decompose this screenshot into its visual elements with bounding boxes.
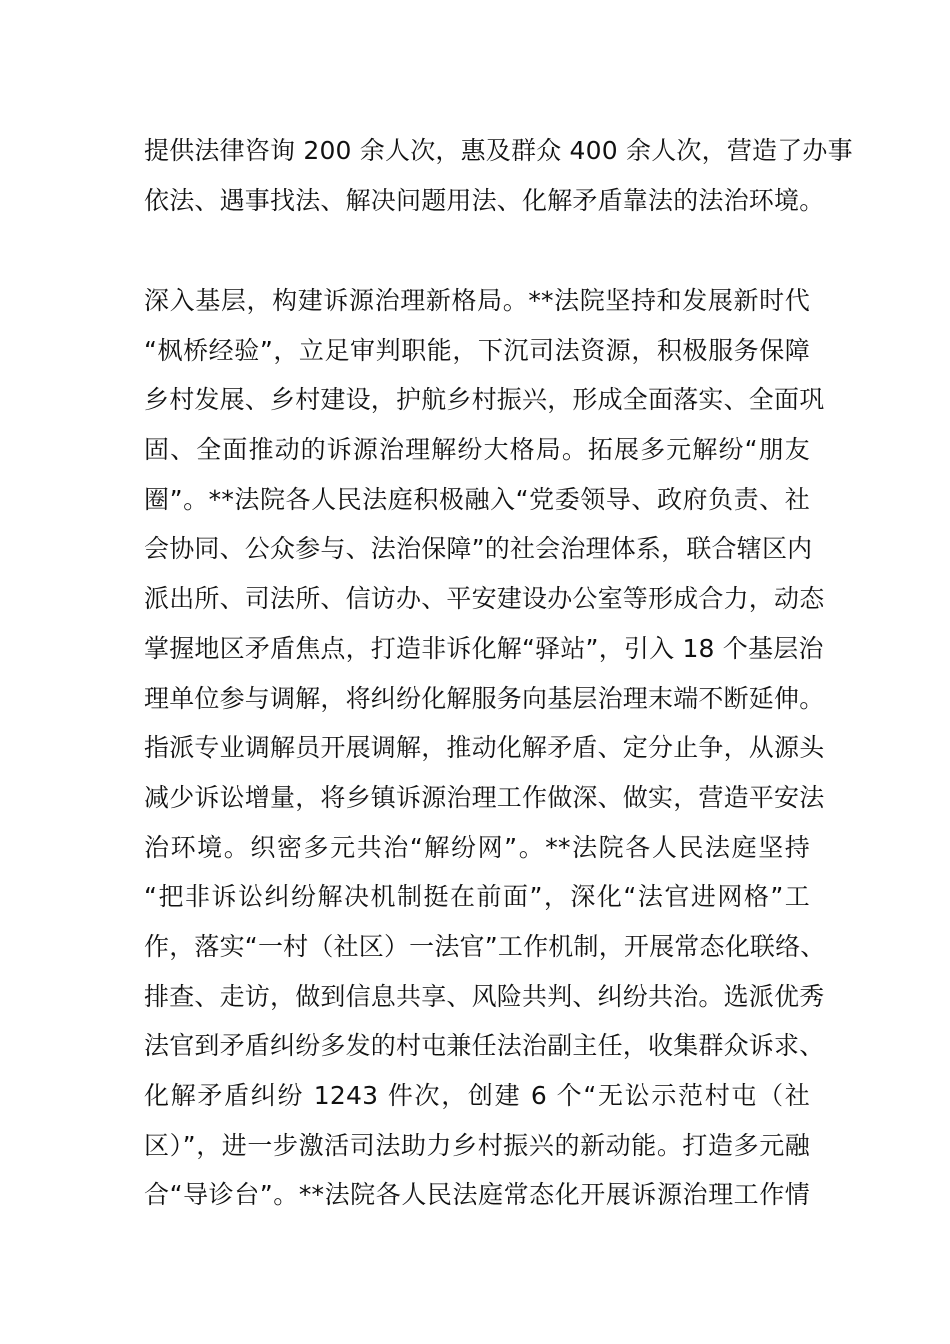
paragraph-2-line-10: 指派专业调解员开展调解，推动化解矛盾、定分止争，从源头 <box>144 733 825 763</box>
paragraph-2-line-8: 掌握地区矛盾焦点，打造非诉化解“驿站”，引入 18 个基层治 <box>144 633 824 663</box>
paragraph-1-line-2: 依法、遇事找法、解决问题用法、化解矛盾靠法的法治环境。 <box>144 185 825 215</box>
paragraph-2-line-3: 乡村发展、乡村建设，护航乡村振兴，形成全面落实、全面巩 <box>144 385 825 415</box>
paragraph-2-line-17: 化解矛盾纠纷 1243 件次，创建 6 个“无讼示范村屯（社 <box>144 1081 810 1110</box>
paragraph-2-line-14: 作，落实“一村（社区）一法官”工作机制，开展常态化联络、 <box>144 931 826 961</box>
paragraph-2-line-15: 排查、走访，做到信息共享、风险共判、纠纷共治。选派优秀 <box>144 981 825 1011</box>
paragraph-2-line-7: 派出所、司法所、信访办、平安建设办公室等形成合力，动态 <box>144 584 825 614</box>
paragraph-2-line-18: 区）”，进一步激活司法助力乡村振兴的新动能。打造多元融 <box>144 1130 810 1160</box>
paragraph-2-line-13: “把非诉讼纠纷解决机制挺在前面”，深化“法官进网格”工 <box>144 882 810 912</box>
paragraph-2-line-16: 法官到矛盾纠纷多发的村屯兼任法治副主任，收集群众诉求、 <box>144 1031 825 1061</box>
paragraph-2-line-6: 会协同、公众参与、法治保障”的社会治理体系，联合辖区内 <box>144 534 813 564</box>
paragraph-2-line-2: “枫桥经验”，立足审判职能，下沉司法资源，积极服务保障 <box>144 335 810 365</box>
paragraph-1-line-1: 提供法律咨询 200 余人次，惠及群众 400 余人次，营造了办事 <box>144 136 853 165</box>
paragraph-2-line-11: 减少诉讼增量，将乡镇诉源治理工作做深、做实，营造平安法 <box>144 782 825 812</box>
paragraph-2-line-9: 理单位参与调解，将纠纷化解服务向基层治理末端不断延伸。 <box>144 683 825 713</box>
paragraph-2-line-4: 固、全面推动的诉源治理解纷大格局。拓展多元解纷“朋友 <box>144 435 810 465</box>
paragraph-2-line-19: 合“导诊台”。**法院各人民法庭常态化开展诉源治理工作情 <box>144 1180 810 1210</box>
paragraph-1 <box>144 126 853 225</box>
paragraph-2-line-1: 深入基层，构建诉源治理新格局。**法院坚持和发展新时代 <box>144 286 810 315</box>
paragraph-2-line-12: 治环境。织密多元共治“解纷网”。**法院各人民法庭坚持 <box>144 832 810 862</box>
paragraph-2 <box>144 276 826 1220</box>
paragraph-2-line-5: 圈”。**法院各人民法庭积极融入“党委领导、政府负责、社 <box>144 484 810 514</box>
